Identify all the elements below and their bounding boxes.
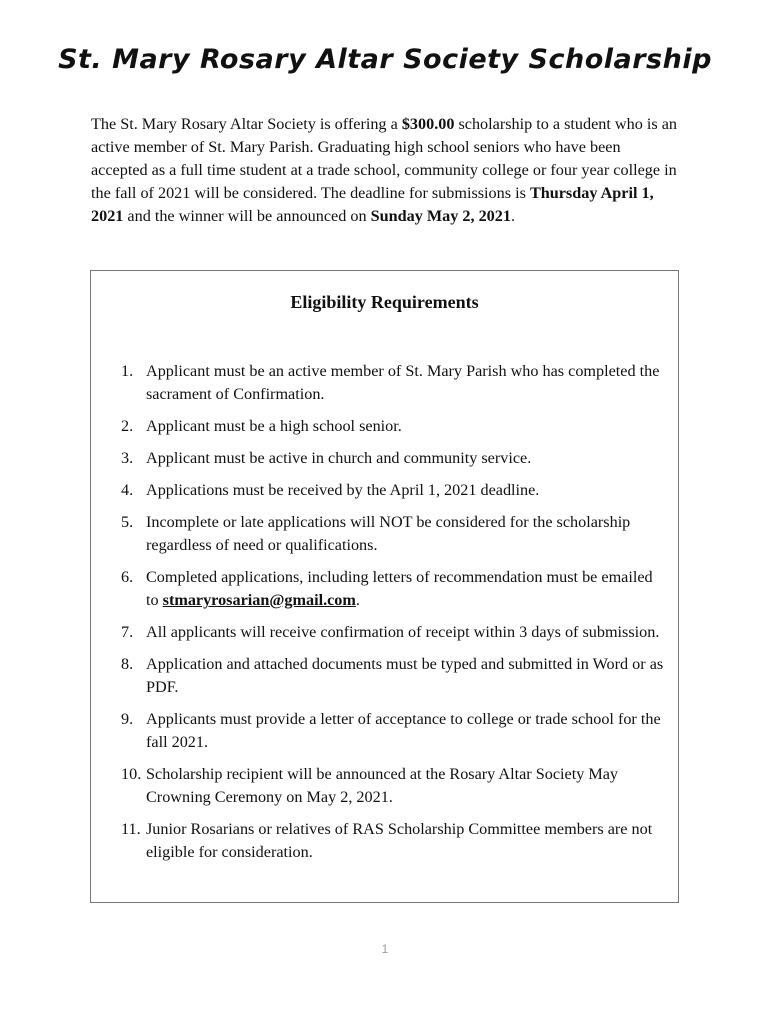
announcement-date: Sunday May 2, 2021: [370, 207, 511, 225]
item-text: Scholarship recipient will be announced at the Rosary Altar Society May Crowning Ceremony on May 2, 2021.: [146, 765, 619, 806]
item-text: Application and attached documents must be typed and submitted in Word or as PDF.: [146, 655, 664, 696]
list-item: [121, 415, 666, 438]
scholarship-amount: $300.00: [401, 115, 455, 133]
intro-text-3: and the winner will be announced on: [123, 207, 371, 225]
deadline-date: Thursday April 1, 2021: [91, 184, 654, 225]
list-item: [121, 360, 666, 406]
intro-text-1: The St. Mary Rosary Altar Society is offering a: [91, 115, 402, 133]
item-number: 1.: [121, 362, 134, 380]
list-item: [121, 621, 666, 644]
list-item: [121, 566, 666, 612]
eligibility-heading: Eligibility Requirements: [290, 292, 479, 312]
item-text: All applicants will receive confirmation of receipt within 3 days of submission.: [146, 623, 660, 641]
list-item: [121, 763, 666, 809]
list-item: [121, 511, 666, 557]
intro-text-4: .: [510, 207, 515, 225]
item-text: Completed applications, including letters of recommendation must be emailed to: [146, 568, 653, 609]
item-text: Junior Rosarians or relatives of RAS Scholarship Committee members are not eligible for consideration.: [146, 820, 653, 861]
item-text-end: .: [355, 591, 360, 609]
eligibility-list: [121, 360, 666, 873]
intro-paragraph: [91, 113, 681, 228]
item-number: 8.: [121, 655, 134, 673]
eligibility-box: [90, 270, 679, 903]
intro-text-2: scholarship to a student who is an active member of St. Mary Parish. Graduating high school seniors who have been accepted as a full time student at a trade school, community college or four year college in the fall of 2021 will be considered. The deadline for submissions is: [91, 115, 677, 202]
item-text: Applicant must be a high school senior.: [146, 417, 402, 435]
item-text: Incomplete or late applications will NOT be considered for the scholarship regardless of need or qualifications.: [146, 513, 631, 554]
item-text: Applicant must be active in church and community service.: [146, 449, 532, 467]
item-text: Applicants must provide a letter of acceptance to college or trade school for the fall 2021.: [146, 710, 661, 751]
list-item: [121, 479, 666, 502]
item-text: Applications must be received by the April 1, 2021 deadline.: [146, 481, 540, 499]
document-title: St. Mary Rosary Altar Society Scholarship: [58, 44, 712, 75]
item-number: 11.: [121, 820, 141, 838]
email-link[interactable]: stmaryrosarian@gmail.com: [162, 591, 356, 609]
item-number: 6.: [121, 568, 134, 586]
list-item: [121, 708, 666, 754]
item-number: 10.: [121, 765, 142, 783]
list-item: [121, 653, 666, 699]
item-number: 7.: [121, 623, 134, 641]
item-number: 5.: [121, 513, 134, 531]
item-text: Applicant must be an active member of St. Mary Parish who has completed the sacrament of Confirmation.: [146, 362, 660, 403]
list-item: [121, 818, 666, 864]
item-number: 4.: [121, 481, 134, 499]
list-item: [121, 447, 666, 470]
item-number: 9.: [121, 710, 134, 728]
item-number: 2.: [121, 417, 134, 435]
item-number: 3.: [121, 449, 134, 467]
page-number: 1: [381, 942, 389, 956]
